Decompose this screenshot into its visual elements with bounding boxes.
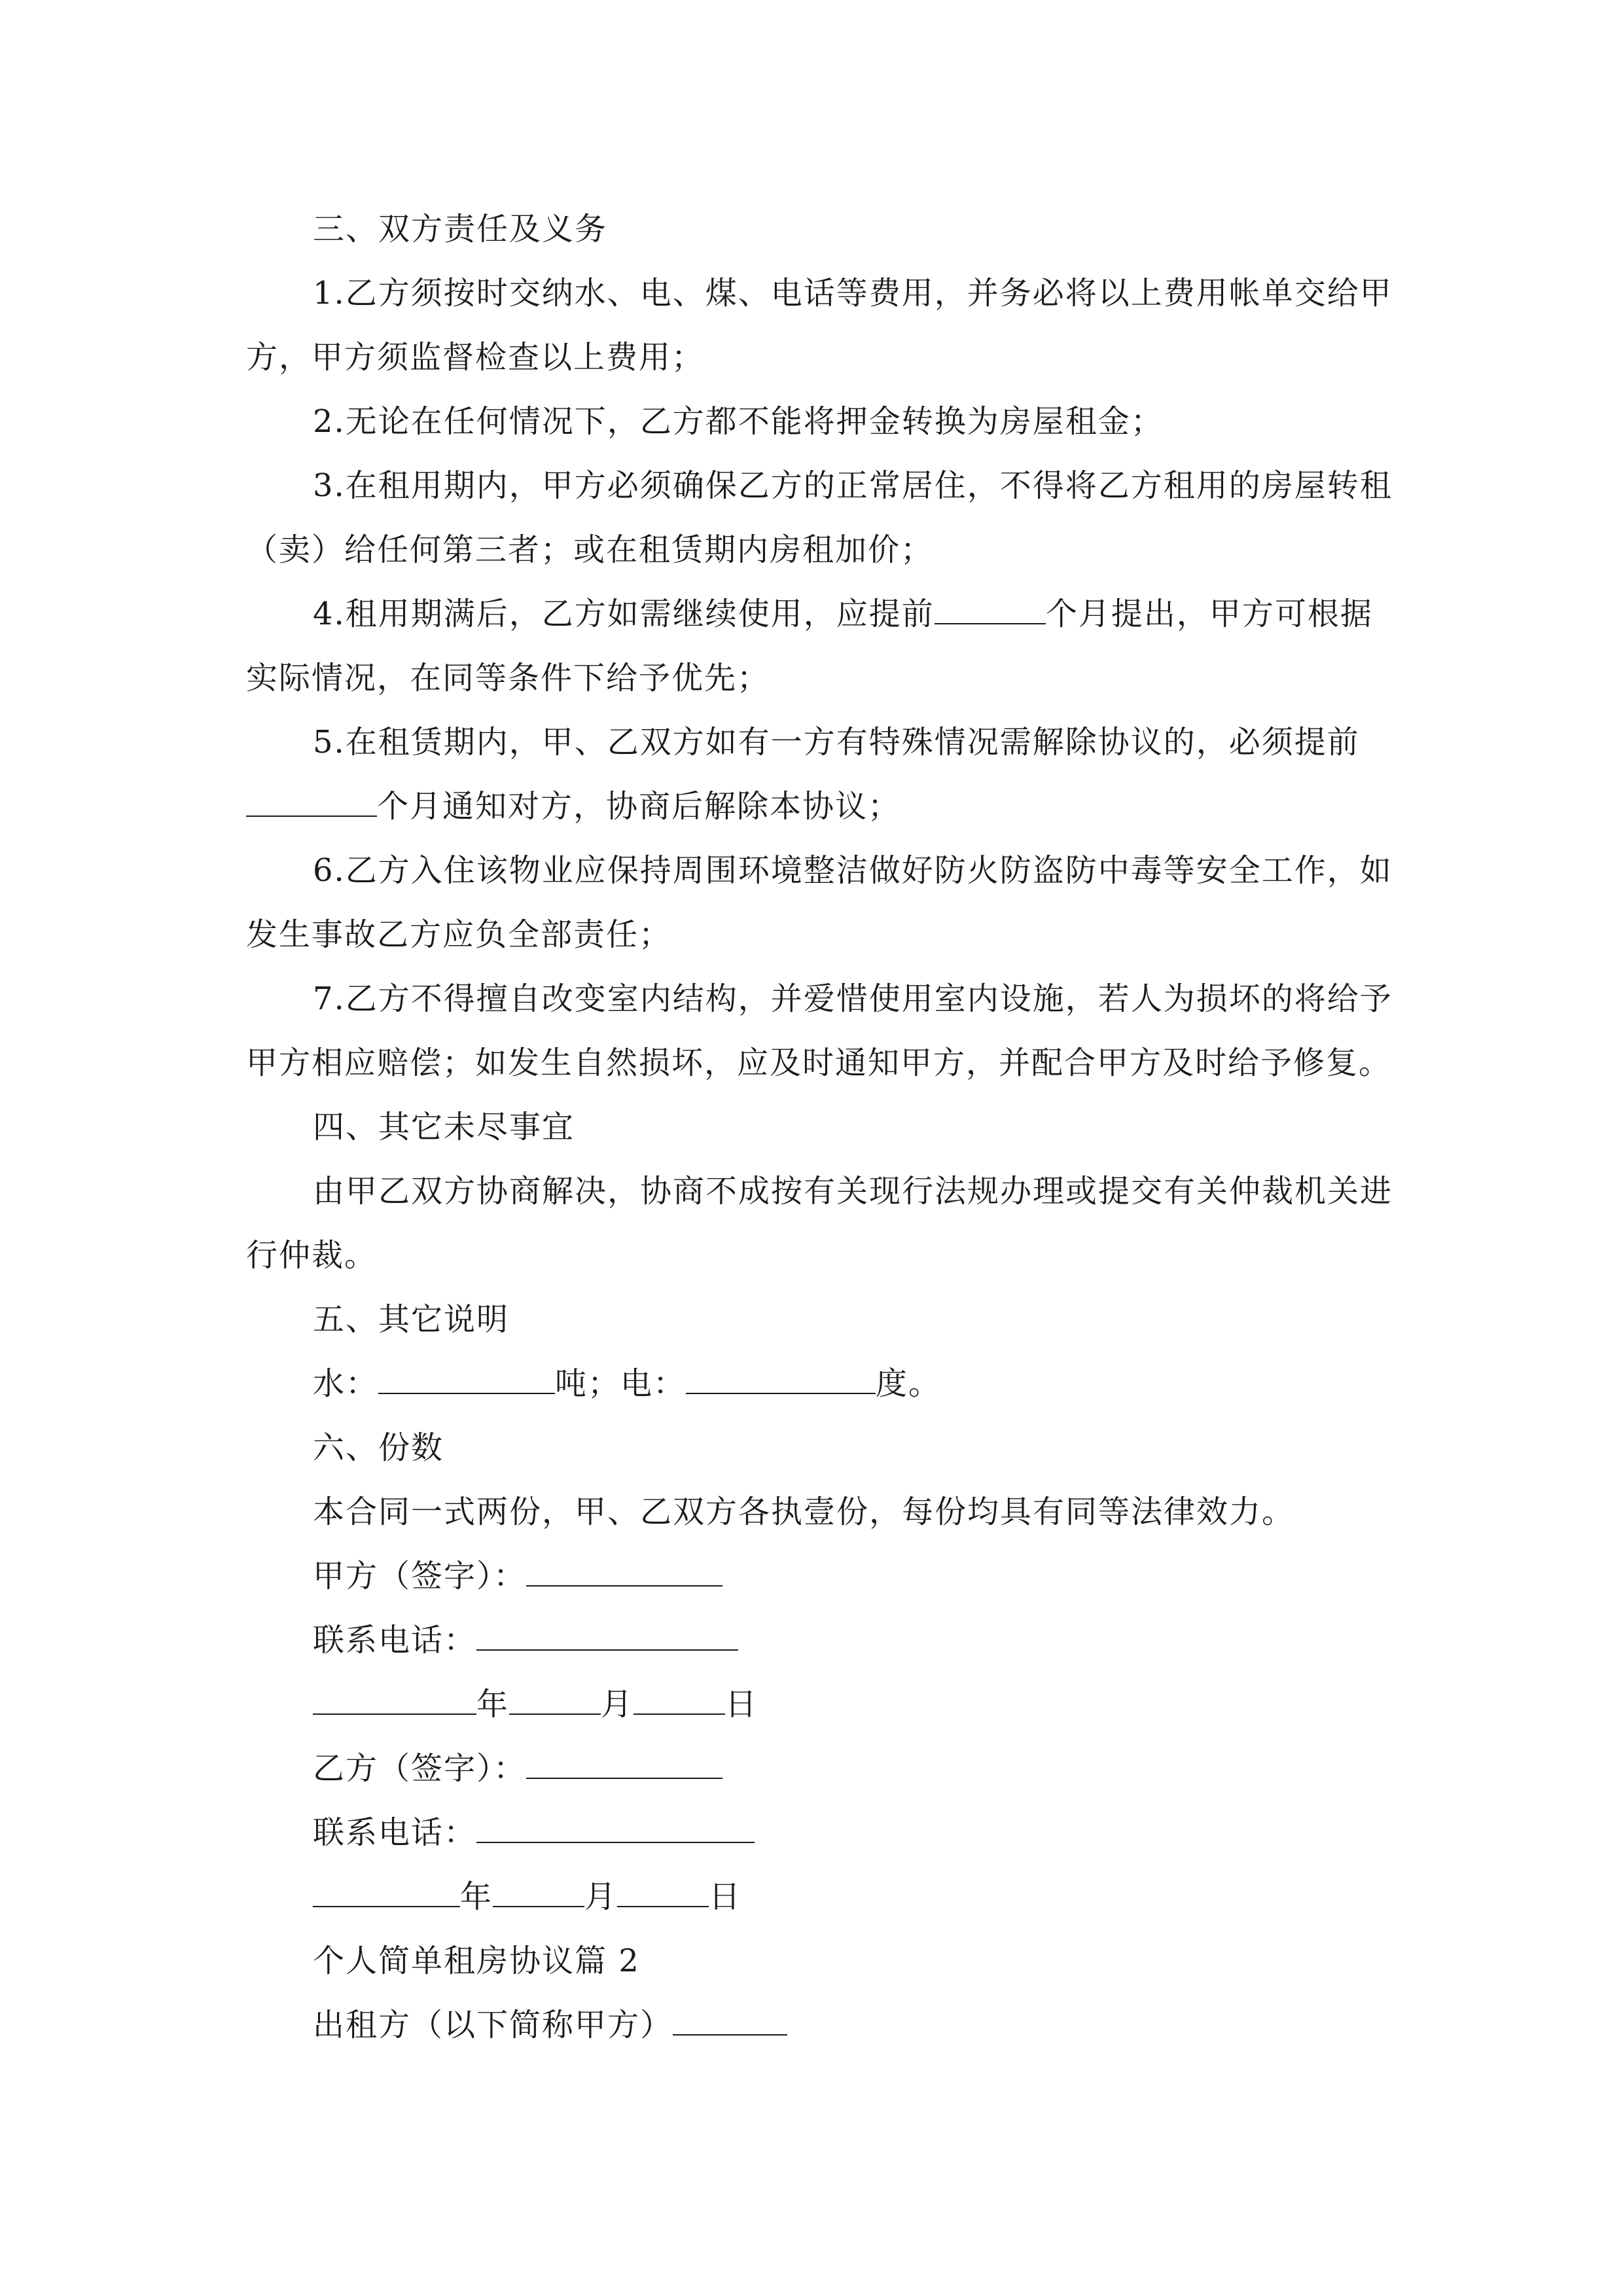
party-b-day-blank[interactable] xyxy=(617,1877,709,1907)
section-4-heading: 四、其它未尽事宜 xyxy=(313,1109,575,1145)
party-b-date-line xyxy=(313,1877,741,1916)
termination-months-blank[interactable] xyxy=(246,787,377,817)
party-a-signature-blank[interactable] xyxy=(526,1556,722,1587)
section-4-line-2: 行仲裁。 xyxy=(246,1237,378,1274)
party-b-signature-line xyxy=(313,1749,722,1788)
party-a-phone-line xyxy=(313,1621,738,1660)
utility-readings-line xyxy=(313,1364,941,1403)
section-6-body: 本合同一式两份，甲、乙双方各执壹份，每份均具有同等法律效力。 xyxy=(313,1494,1295,1530)
party-a-signature-line xyxy=(313,1556,722,1596)
item-5-line-1: 5.在租赁期内，甲、乙双方如有一方有特殊情况需解除协议的，必须提前 xyxy=(313,724,1360,761)
item-7-line-1: 7.乙方不得擅自改变室内结构，并爱惜使用室内设施，若人为损坏的将给予 xyxy=(313,980,1393,1017)
item-4-text-pre: 4.租用期满后，乙方如需继续使用，应提前 xyxy=(313,596,935,632)
lessor-label: 出租方（以下简称甲方） xyxy=(313,2007,673,2043)
item-2: 2.无论在任何情况下，乙方都不能将押金转换为房屋租金； xyxy=(313,403,1164,440)
party-b-sign-label: 乙方（签字）： xyxy=(313,1750,527,1787)
party-a-year-blank[interactable] xyxy=(313,1685,476,1715)
item-4-text-post: 个月提出，甲方可根据 xyxy=(1045,596,1373,632)
party-a-day-blank[interactable] xyxy=(633,1685,725,1715)
item-6-line-2: 发生事故乙方应负全部责任； xyxy=(246,916,672,953)
section-6-heading: 六、份数 xyxy=(313,1429,444,1466)
electric-unit: 度。 xyxy=(876,1365,942,1402)
item-4-line-1 xyxy=(313,594,1373,634)
item-1-line-2: 方，甲方须监督检查以上费用； xyxy=(246,339,705,376)
party-b-month-blank[interactable] xyxy=(493,1877,584,1907)
party-a-sign-label: 甲方（签字）： xyxy=(313,1558,527,1594)
month-label: 月 xyxy=(584,1878,618,1915)
party-b-signature-blank[interactable] xyxy=(526,1749,722,1779)
item-3-line-2: （卖）给任何第三者；或在租赁期内房租加价； xyxy=(246,531,934,568)
item-3-line-1: 3.在租用期内，甲方必须确保乙方的正常居住，不得将乙方租用的房屋转租 xyxy=(313,467,1393,504)
section-3-heading: 三、双方责任及义务 xyxy=(313,211,608,247)
party-b-phone-line xyxy=(313,1813,755,1852)
party-b-phone-blank[interactable] xyxy=(476,1813,755,1843)
party-b-year-blank[interactable] xyxy=(313,1877,460,1907)
item-7-line-2: 甲方相应赔偿；如发生自然损坏，应及时通知甲方，并配合甲方及时给予修复。 xyxy=(246,1045,1392,1081)
lessor-line xyxy=(313,2005,787,2045)
lessor-name-blank[interactable] xyxy=(673,2005,787,2036)
next-agreement-title: 个人简单租房协议篇 2 xyxy=(313,1943,640,1979)
day-label: 日 xyxy=(725,1686,758,1723)
year-label: 年 xyxy=(460,1878,493,1915)
party-a-month-blank[interactable] xyxy=(509,1685,601,1715)
water-amount-blank[interactable] xyxy=(378,1364,555,1394)
party-a-date-line xyxy=(313,1685,758,1724)
party-a-phone-blank[interactable] xyxy=(476,1621,738,1651)
item-5-line-2 xyxy=(246,787,901,826)
item-1-line-1: 1.乙方须按时交纳水、电、煤、电话等费用，并务必将以上费用帐单交给甲 xyxy=(313,275,1393,312)
item-5-text-post: 个月通知对方，协商后解除本协议； xyxy=(377,788,901,825)
day-label: 日 xyxy=(709,1878,742,1915)
party-a-phone-label: 联系电话： xyxy=(313,1622,477,1659)
party-b-phone-label: 联系电话： xyxy=(313,1814,477,1851)
months-notice-blank[interactable] xyxy=(935,594,1046,624)
item-4-line-2: 实际情况，在同等条件下给予优先； xyxy=(246,660,770,696)
item-6-line-1: 6.乙方入住该物业应保持周围环境整洁做好防火防盗防中毒等安全工作，如 xyxy=(313,852,1393,889)
water-unit-electric-label: 吨；电： xyxy=(555,1365,687,1402)
year-label: 年 xyxy=(476,1686,510,1723)
section-5-heading: 五、其它说明 xyxy=(313,1301,510,1338)
electric-amount-blank[interactable] xyxy=(686,1364,876,1394)
water-label: 水： xyxy=(313,1365,379,1402)
month-label: 月 xyxy=(601,1686,634,1723)
section-4-line-1: 由甲乙双方协商解决，协商不成按有关现行法规办理或提交有关仲裁机关进 xyxy=(313,1173,1393,1210)
